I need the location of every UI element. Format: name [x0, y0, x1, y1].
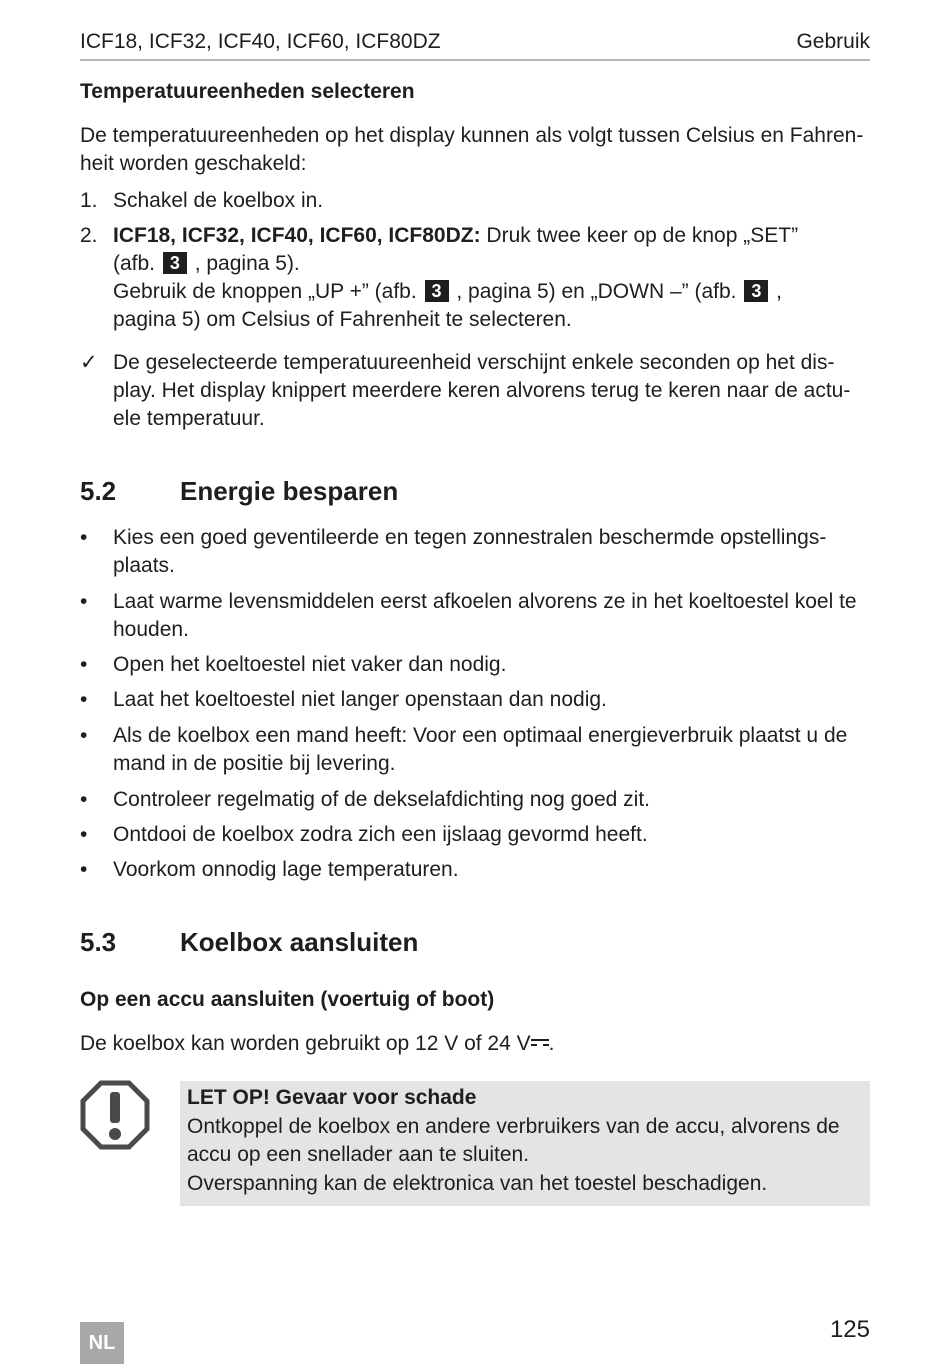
- step-number: 2.: [80, 224, 98, 247]
- bullet: •: [80, 688, 88, 711]
- page-number: 125: [829, 1316, 870, 1343]
- header-section-title: Gebruik: [796, 30, 870, 53]
- model-list-bold: ICF18, ICF32, ICF40, ICF60, ICF80DZ:: [113, 224, 481, 247]
- header-model-list: ICF18, ICF32, ICF40, ICF60, ICF80DZ: [80, 30, 441, 53]
- header-divider: [80, 59, 870, 61]
- direct-current-icon: [531, 1035, 549, 1049]
- bullet: •: [80, 653, 88, 676]
- temp-units-heading: Temperatuureenheden selecteren: [80, 80, 415, 103]
- warning-content: [187, 1084, 867, 1198]
- step-number: 1.: [80, 189, 98, 212]
- checkmark-icon: ✓: [80, 351, 98, 374]
- intro-line: De temperatuureenheden op het display kunnen als volgt tussen Celsius en Fahren-: [80, 124, 864, 147]
- result-text: De geselecteerde temperatuureenheid verschijnt enkele seconden op het dis- play. Het display knippert meerdere keren alvorens terug te keren naar de actu- ele temperatuur.: [113, 351, 851, 430]
- section-title: Koelbox aansluiten: [180, 927, 419, 957]
- warning-line: Ontkoppel de koelbox en andere verbruikers van de accu, alvorens de: [187, 1114, 840, 1138]
- warning-line: accu op een snellader aan te sluiten.: [187, 1143, 530, 1166]
- bullet: •: [80, 858, 88, 881]
- battery-subheading: Op een accu aansluiten (voertuig of boot): [80, 988, 495, 1011]
- bullet: •: [80, 526, 88, 549]
- warning-line: Overspanning kan de elektronica van het toestel beschadigen.: [187, 1171, 768, 1195]
- bullet: •: [80, 724, 88, 747]
- figure-ref-badge: 3: [425, 280, 449, 302]
- section-title: Energie besparen: [180, 476, 399, 506]
- language-badge: NL: [80, 1322, 124, 1364]
- section-number: 5.2: [80, 476, 117, 506]
- step-text: ICF18, ICF32, ICF40, ICF60, ICF80DZ: Druk twee keer op de knop „SET” (afb. 3 , pagina 5). Gebruik de knoppen „UP +” (afb. 3 , pagina 5) en „DOWN –” (afb. 3 , pagina 5) om Celsius of Fahrenheit te selecteren.: [113, 224, 799, 331]
- bullet: •: [80, 823, 88, 846]
- intro-line: heit worden geschakeld:: [80, 152, 307, 175]
- section-number: 5.3: [80, 927, 117, 957]
- step-text: Schakel de koelbox in.: [113, 189, 324, 212]
- warning-title: LET OP! Gevaar voor schade: [187, 1086, 477, 1109]
- figure-ref-badge: 3: [163, 252, 187, 274]
- figure-ref-badge: 3: [744, 280, 768, 302]
- voltage-text: De koelbox kan worden gebruikt op 12 V of 24 V .: [80, 1032, 555, 1055]
- bullet: •: [80, 788, 88, 811]
- bullet: •: [80, 590, 88, 613]
- warning-exclamation-icon: [80, 1080, 150, 1150]
- temp-units-intro: [80, 122, 870, 178]
